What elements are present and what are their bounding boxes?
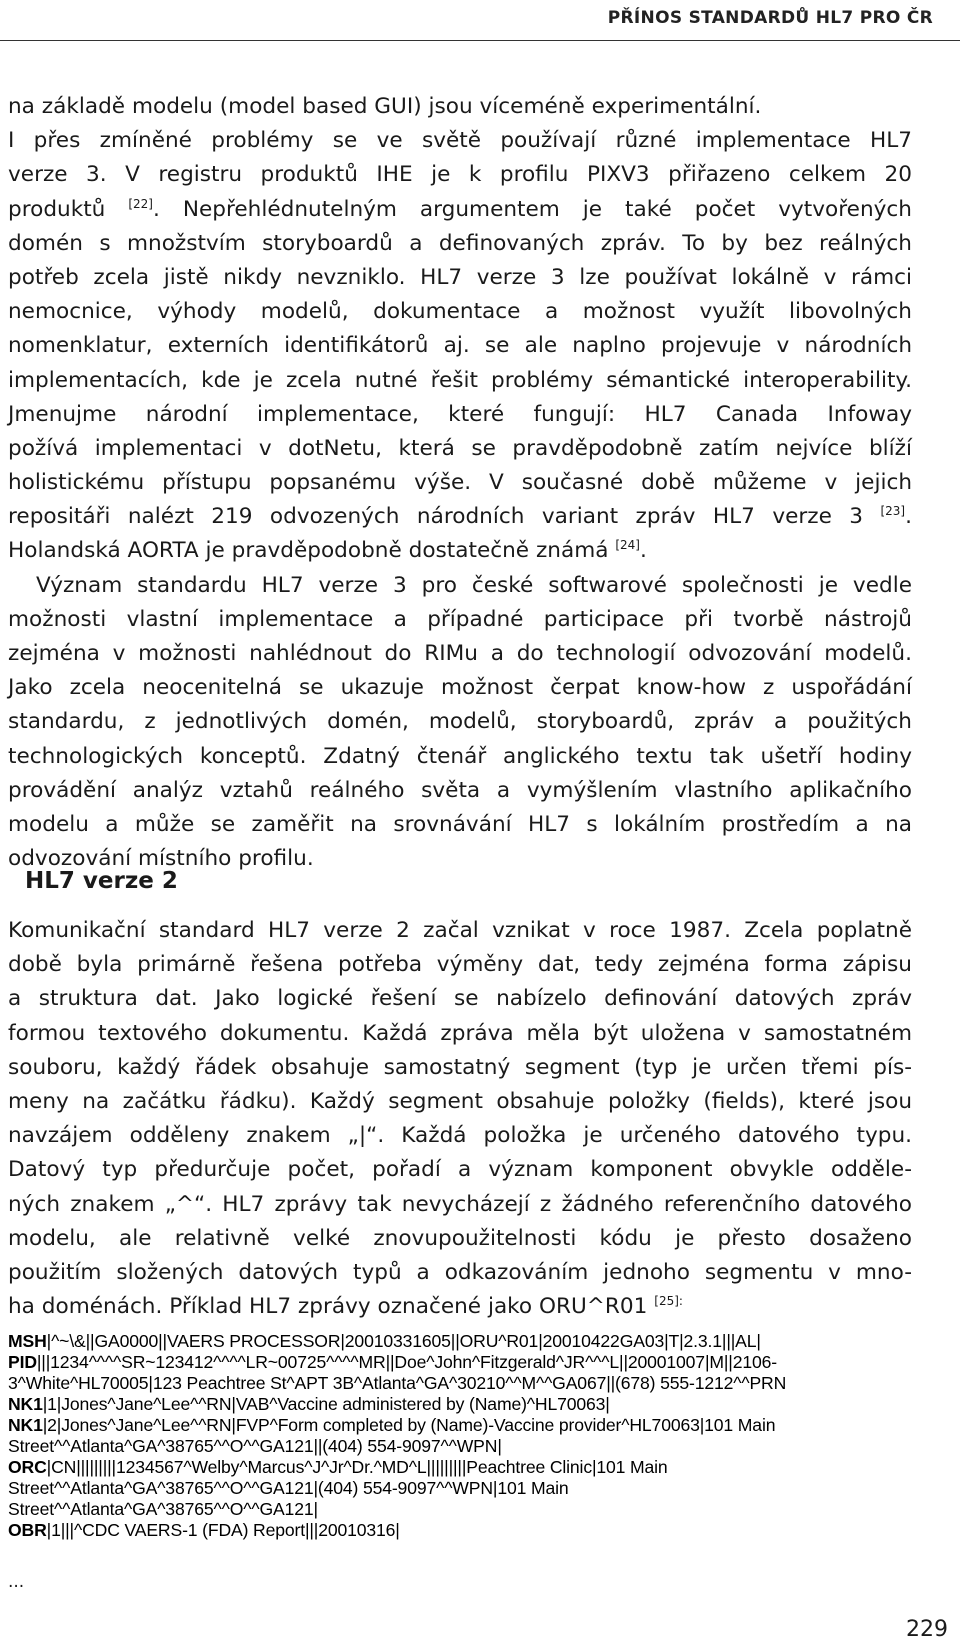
text-line <box>8 534 912 568</box>
citation-23: [23] <box>880 504 906 519</box>
header-rule <box>0 40 960 41</box>
text-line: meny na začátku řádku). Každý segment obsahuje položky (fields), které jsou <box>8 1088 912 1114</box>
code-line <box>8 1457 908 1478</box>
code-line <box>8 1373 908 1394</box>
text-line: technologických konceptů. Zdatný čtenář anglického textu tak ušetří hodiny <box>8 743 912 769</box>
segment-fields: |1|Jones^Jane^Lee^^RN|VAB^Vaccine administered by (Name)^HL70063| <box>42 1394 610 1414</box>
segment-fields: Street^^Atlanta^GA^38765^^O^^GA121||(404) 554-9097^^WPN| <box>8 1436 502 1456</box>
text-line: I přes zmíněné problémy se ve světě používají různé implementace HL7 <box>8 128 912 154</box>
segment-id: OBR <box>8 1520 47 1540</box>
text-line: použitím složených datových typů a odkazováním jednoho segmentu v mno- <box>8 1259 912 1285</box>
segment-fields: 3^White^HL70005|123 Peachtree St^APT 3B^Atlanta^GA^30210^^M^^GA067||(678) 555-1212^^PRN <box>8 1373 787 1393</box>
text-line: souboru, každý řádek obsahuje samostatný segment (typ je určen třemi pís- <box>8 1054 912 1080</box>
text-line: formou textového dokumentu. Každá zpráva měla být uložena v samostatném <box>8 1020 912 1046</box>
code-line <box>8 1520 908 1541</box>
code-line <box>8 1499 908 1520</box>
citation-22: [22] <box>128 196 153 211</box>
running-header-title: PŘÍNOS STANDARDŮ HL7 PRO ČR <box>607 8 933 28</box>
paragraph-3 <box>8 914 912 1324</box>
text-line: provádění analýz vztahů reálného světa a vymýšlením vlastního aplikačního <box>8 777 912 803</box>
text-line: zejména v možnosti nahlédnout do RIMu a do technologií odvozování modelů. <box>8 641 912 666</box>
citation-25: [25]: <box>654 1293 683 1308</box>
hl7-message-example <box>8 1331 908 1541</box>
text-line: odvozování místního profilu. <box>8 846 314 872</box>
text-line: možnosti vlastní implementace a případné participace při tvorbě nástrojů <box>8 606 912 632</box>
segment-fields: Street^^Atlanta^GA^38765^^O^^GA121| <box>8 1499 318 1519</box>
text-line <box>8 500 912 534</box>
segment-id: NK1 <box>8 1394 43 1414</box>
text-line: implementacích, kde je zcela nutné řešit problémy sémantické interoperability. <box>8 367 912 393</box>
text-line <box>8 1290 912 1324</box>
text-line: domén s množstvím storyboardů a definovaných zpráv. To by bez reálných <box>8 230 912 256</box>
text-line: Jmenujme národní implementace, které fungují: HL7 Canada Infoway <box>8 401 912 427</box>
text-line: požívá implementaci v dotNetu, která se pravděpodobně zatím nejvíce blíží <box>8 435 912 461</box>
code-line <box>8 1436 908 1457</box>
text-line: standardu, z jednotlivých domén, modelů, storyboardů, zpráv a použitých <box>8 709 912 735</box>
segment-fields: Street^^Atlanta^GA^38765^^O^^GA121|(404) 554-9097^^WPN|101 Main <box>8 1478 569 1498</box>
text-line <box>8 193 912 227</box>
text-line: a struktura dat. Jako logické řešení se nabízelo definování datových zpráv <box>8 986 912 1012</box>
page-header <box>0 0 960 42</box>
text-fragment: repositáři nalézt 219 odvozených národních variant zpráv HL7 verze 3 <box>8 504 864 530</box>
paragraph-1 <box>8 90 912 876</box>
text-line: holistickému přístupu popsanému výše. V současné době můžeme v jejich <box>8 470 912 496</box>
text-line: nemocnice, výhody modelů, dokumentace a možnost využít libovolných <box>8 299 912 325</box>
text-line: potřeb zcela jistě nikdy nevzniklo. HL7 verze 3 lze používat lokálně v rámci <box>8 264 912 290</box>
page-number: 229 <box>906 1617 948 1642</box>
text-line: Jako zcela neocenitelná se ukazuje možnost čerpat know-how z uspořádání <box>8 675 912 701</box>
text-line: době byla primárně řešena potřeba výměny dat, tedy zejména forma zápisu <box>8 952 912 978</box>
text-line: na základě modelu (model based GUI) jsou víceméně experimentální. <box>8 94 762 119</box>
section-heading: HL7 verze 2 <box>25 868 178 894</box>
text-fragment: . Nepřehlédnutelným <box>152 196 397 222</box>
segment-id: NK1 <box>8 1415 43 1435</box>
segment-id: PID <box>8 1352 37 1372</box>
text-fragment: produktů <box>8 196 106 222</box>
text-line: verze 3. V registru produktů IHE je k profilu PIXV3 přiřazeno celkem 20 <box>8 162 912 188</box>
code-line <box>8 1478 908 1499</box>
segment-fields: |^~\&||GA0000||VAERS PROCESSOR|20010331605||ORU^R01|20010422GA03|T|2.3.1|||AL| <box>46 1331 761 1351</box>
text-line: Datový typ předurčuje počet, pořadí a význam komponent obvykle odděle- <box>8 1157 912 1183</box>
text-fragment: argumentem je také počet vytvořených <box>419 196 912 222</box>
citation-24: [24] <box>615 538 640 553</box>
segment-fields: |1|||^CDC VAERS-1 (FDA) Report|||20010316| <box>46 1520 400 1540</box>
code-line <box>8 1415 908 1436</box>
code-line <box>8 1331 908 1352</box>
segment-fields: |CN|||||||||1234567^Welby^Marcus^J^Jr^Dr.^MD^L|||||||||Peachtree Clinic|101 Main <box>46 1457 668 1477</box>
text-line: nomenklatur, externích identifikátorů aj. se ale naplno projevuje v národních <box>8 333 912 359</box>
code-line <box>8 1352 908 1373</box>
segment-id: MSH <box>8 1331 47 1351</box>
text-fragment: Holandská AORTA je pravděpodobně dostatečně známá <box>8 538 609 564</box>
text-fragment: . <box>640 538 647 564</box>
segment-fields: |||1234^^^^SR~123412^^^^LR~00725^^^^MR||Doe^John^Fitzgerald^JR^^^L||20001007|M||2106- <box>36 1352 777 1372</box>
text-line: modelu a může se zaměřit na srovnávání HL7 s lokálním prostředím a na <box>8 811 912 837</box>
text-fragment: . <box>905 504 912 530</box>
text-line: modelu, ale relativně velké znovupoužitelnosti kódu je přesto dosaženo <box>8 1225 912 1251</box>
text-line: navzájem odděleny znakem „|“. Každá položka je určeného datového typu. <box>8 1123 912 1149</box>
ellipsis: ... <box>8 1572 25 1592</box>
text-line: Význam standardu HL7 verze 3 pro české softwarové společnosti je vedle <box>36 572 912 598</box>
segment-fields: |2|Jones^Jane^Lee^^RN|FVP^Form completed by (Name)-Vaccine provider^HL70063|101 Main <box>42 1415 776 1435</box>
text-line: Komunikační standard HL7 verze 2 začal vznikat v roce 1987. Zcela poplatně <box>8 918 912 943</box>
segment-id: ORC <box>8 1457 47 1477</box>
text-line: ných znakem „^“. HL7 zprávy tak nevycházejí z žádného referenčního datového <box>8 1191 912 1217</box>
code-line <box>8 1394 908 1415</box>
text-fragment: ha doménách. Příklad HL7 zprávy označené jako ORU^R01 <box>8 1294 648 1320</box>
